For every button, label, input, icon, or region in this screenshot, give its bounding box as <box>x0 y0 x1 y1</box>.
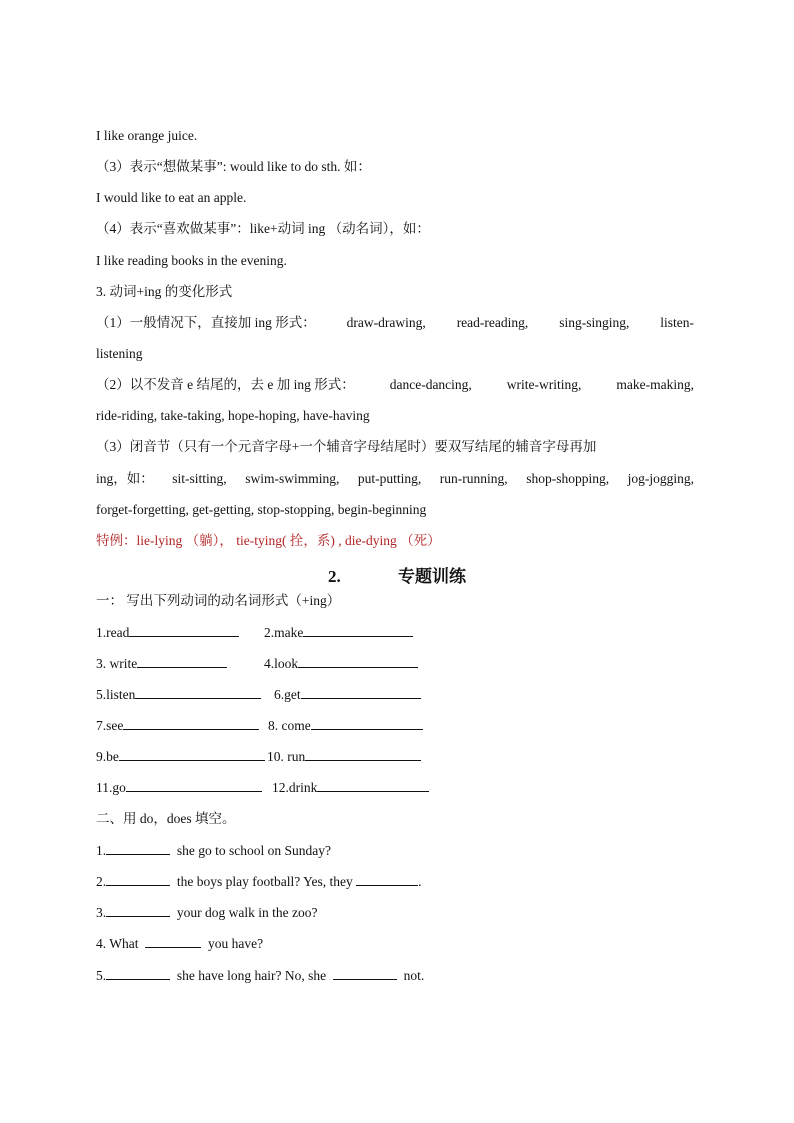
question: 1. she go to school on Sunday? <box>96 843 331 858</box>
text-line: forget-forgetting, get-getting, stop-stopping, begin-beginning <box>96 502 427 517</box>
question: 5. she have long hair? No, she not. <box>96 968 425 983</box>
text-span: listen- <box>660 315 694 330</box>
text-line: ride-riding, take-taking, hope-hoping, have-having <box>96 408 370 423</box>
question: 2. the boys play football? Yes, they . <box>96 874 422 889</box>
text-span: write-writing, <box>506 377 582 392</box>
exercise-item: 11.go <box>96 778 262 797</box>
special-case-line: 特例：lie-lying （躺）， tie-tying( 拴，系) , die-dying （死） <box>96 533 441 548</box>
text-span: sit-sitting, <box>172 471 227 486</box>
exercise-item: 2.make <box>264 623 413 642</box>
section-title: 专题训练 <box>398 567 466 586</box>
exercise-item: 8. come <box>268 716 423 735</box>
text-line <box>96 314 694 332</box>
text-span: （2）以不发音 e 结尾的，去 e 加 ing 形式： <box>96 377 355 392</box>
text-span: sing-singing, <box>559 315 630 330</box>
text-line <box>96 376 694 394</box>
exercise-item: 3. write <box>96 654 227 673</box>
text-span: shop-shopping, <box>526 471 610 486</box>
exercise-item: 7.see <box>96 716 259 735</box>
text-span: swim-swimming, <box>245 471 340 486</box>
text-span: put-putting, <box>357 471 422 486</box>
text-span: dance-dancing, <box>389 377 472 392</box>
part1-title: 一： 写出下列动词的动名词形式（+ing） <box>96 593 341 608</box>
exercise-item: 4.look <box>264 654 418 673</box>
exercise-item: 6.get <box>274 685 421 704</box>
text-span: draw-drawing, <box>346 315 426 330</box>
text-line: （3）表示“想做某事”: would like to do sth. 如： <box>96 159 371 174</box>
exercise-item: 10. run <box>267 747 421 766</box>
text-line: I like orange juice. <box>96 128 198 143</box>
text-span: read-reading, <box>456 315 529 330</box>
text-span: jog-jogging, <box>627 471 694 486</box>
exercise-item: 1.read <box>96 623 239 642</box>
text-line: listening <box>96 346 143 361</box>
text-span: ing，如： <box>96 471 154 486</box>
section-heading <box>0 562 794 587</box>
text-span: （1）一般情况下，直接加 ing 形式： <box>96 315 316 330</box>
text-line: （4）表示“喜欢做某事”：like+动词 ing （动名词），如： <box>96 221 430 236</box>
exercise-item: 5.listen <box>96 685 261 704</box>
text-line: I would like to eat an apple. <box>96 190 247 205</box>
exercise-item: 12.drink <box>272 778 429 797</box>
text-line: 3. 动词+ing 的变化形式 <box>96 284 233 299</box>
question: 4. What you have? <box>96 936 264 951</box>
text-line: （3）闭音节（只有一个元音字母+一个辅音字母结尾时）要双写结尾的辅音字母再加 <box>96 439 597 454</box>
exercise-item: 9.be <box>96 747 265 766</box>
question: 3. your dog walk in the zoo? <box>96 905 318 920</box>
text-span: make-making, <box>616 377 694 392</box>
text-line: I like reading books in the evening. <box>96 253 287 268</box>
text-line <box>96 470 694 488</box>
text-span: run-running, <box>439 471 508 486</box>
part2-title: 二、用 do，does 填空。 <box>96 811 236 826</box>
section-number: 2. <box>328 567 341 586</box>
